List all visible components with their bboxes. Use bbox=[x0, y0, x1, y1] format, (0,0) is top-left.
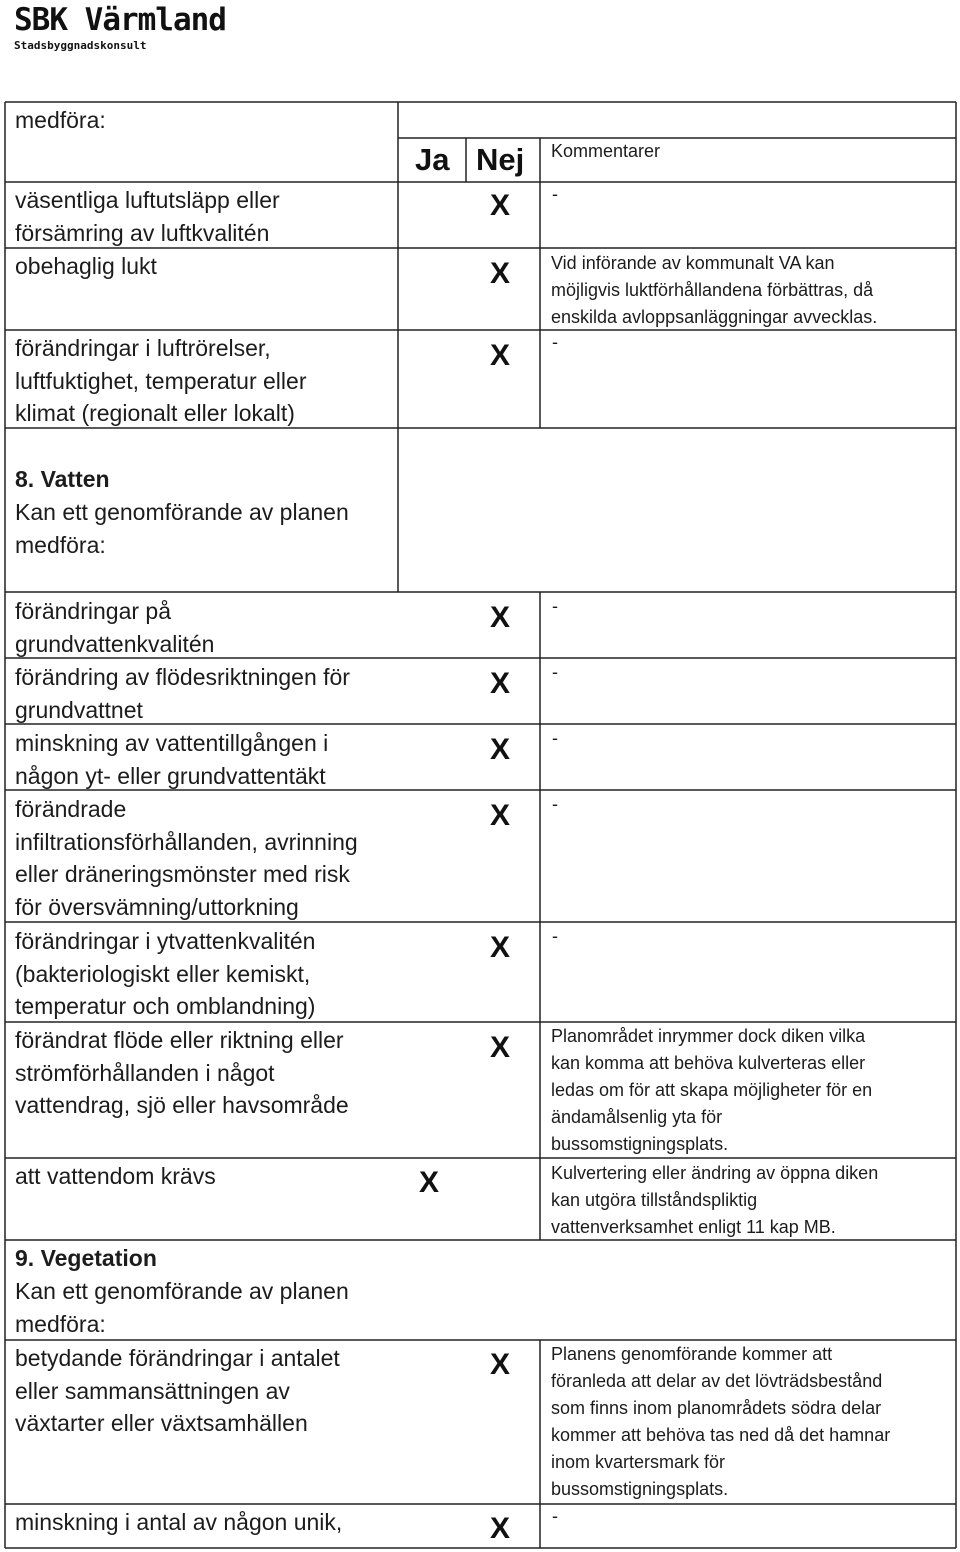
row-comment: - bbox=[552, 794, 558, 814]
nej-mark: X bbox=[490, 1031, 511, 1064]
nej-mark: X bbox=[490, 339, 511, 372]
row-comment: - bbox=[552, 926, 558, 946]
row-comment: - bbox=[552, 332, 558, 352]
row-comment: - bbox=[552, 596, 558, 616]
row-comment: Vid införande av kommunalt VA kan möjligvis luktförhållandena förbättras, då enskilda avloppsanläggningar avvecklas. bbox=[551, 253, 878, 327]
row-label: att vattendom krävs bbox=[15, 1163, 216, 1189]
row-comment: - bbox=[552, 184, 558, 204]
nej-mark: X bbox=[490, 931, 511, 964]
column-header-ja: Ja bbox=[415, 142, 450, 177]
row-comment: - bbox=[552, 1506, 558, 1526]
section-heading-vatten: 8. Vatten bbox=[15, 466, 110, 492]
nej-mark: X bbox=[490, 1348, 511, 1381]
nej-mark: X bbox=[490, 257, 511, 290]
row-label: obehaglig lukt bbox=[15, 253, 157, 279]
nej-mark: X bbox=[490, 667, 511, 700]
logo-title: SBK Värmland bbox=[14, 2, 226, 38]
column-header-kommentarer: Kommentarer bbox=[551, 141, 661, 161]
row-label: förändringar i ytvattenkvalitén (bakteriologiskt eller kemiskt, temperatur och omblandning) bbox=[15, 928, 316, 1019]
row-label: förändrade infiltrationsförhållanden, avrinning eller dräneringsmönster med risk för översvämning/uttorkning bbox=[15, 796, 358, 920]
row-label: förändring av flödesriktningen för grundvattnet bbox=[15, 664, 350, 723]
row-comment: - bbox=[552, 662, 558, 682]
nej-mark: X bbox=[490, 189, 511, 222]
ja-mark: X bbox=[419, 1166, 440, 1199]
intro-text: medföra: bbox=[15, 107, 106, 133]
row-label: förändrat flöde eller riktning eller strömförhållanden i något vattendrag, sjö eller havsområde bbox=[15, 1027, 349, 1118]
row-label: väsentliga luftutsläpp eller försämring av luftkvalitén bbox=[15, 187, 280, 246]
nej-mark: X bbox=[490, 799, 511, 832]
row-label: förändringar i luftrörelser, luftfuktighet, temperatur eller klimat (regionalt eller lokalt) bbox=[15, 335, 307, 426]
row-label: förändringar på grundvattenkvalitén bbox=[15, 598, 215, 657]
row-label: minskning i antal av någon unik, bbox=[15, 1509, 343, 1535]
column-header-nej: Nej bbox=[476, 142, 525, 177]
logo-subtitle: Stadsbyggnadskonsult bbox=[14, 39, 147, 52]
row-comment: Planområdet inrymmer dock diken vilka kan komma att behöva kulverteras eller ledas om för att skapa möjligheter för en ändamålsenlig yta för bussomstigningsplats. bbox=[551, 1026, 873, 1154]
nej-mark: X bbox=[490, 1512, 511, 1545]
row-comment: Kulvertering eller ändring av öppna diken kan utgöra tillståndspliktig vattenverksamhet enligt 11 kap MB. bbox=[551, 1163, 879, 1237]
row-comment: - bbox=[552, 728, 558, 748]
row-comment: Planens genomförande kommer att föranleda att delar av det lövträdsbestånd som finns inom planområdets södra delar kommer att behöva tas ned då det hamnar inom kvartersmark för bussomstigningsplats. bbox=[551, 1344, 891, 1499]
section-intro: Kan ett genomförande av planen medföra: bbox=[15, 499, 349, 558]
section-heading-vegetation: 9. Vegetation bbox=[15, 1245, 157, 1271]
section-intro: Kan ett genomförande av planen medföra: bbox=[15, 1278, 349, 1337]
nej-mark: X bbox=[490, 601, 511, 634]
row-label: betydande förändringar i antalet eller sammansättningen av växtarter eller växtsamhällen bbox=[15, 1345, 340, 1436]
row-label: minskning av vattentillgången i någon yt- eller grundvattentäkt bbox=[15, 730, 329, 789]
nej-mark: X bbox=[490, 733, 511, 766]
